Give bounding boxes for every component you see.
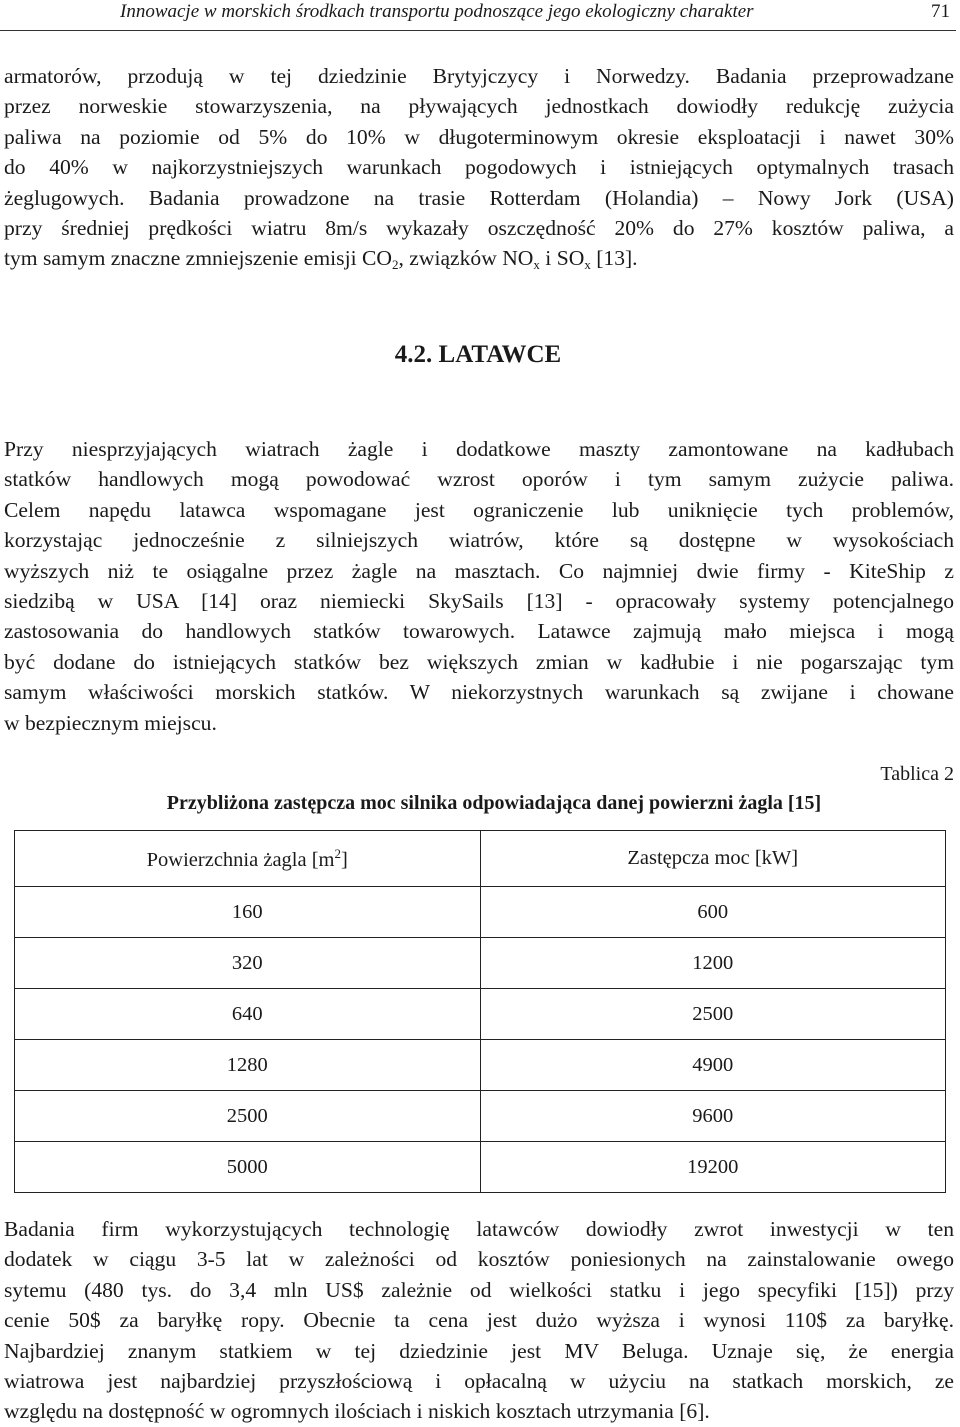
table-cell: 1280 [15,1040,481,1091]
table-cell: 160 [15,887,481,938]
subscript: x [533,257,540,273]
table-cell: 19200 [480,1142,946,1193]
text-line: samym właściwości morskich statków. W niekorzystnych warunkach są zwijane i chowane [4,680,954,705]
table-row [15,989,946,1040]
text-line: siedzibą w USA [14] oraz niemiecki SkySails [13] - opracowały systemy potencjalnego [4,589,954,614]
table-cell: 5000 [15,1142,481,1193]
table-cell: 2500 [15,1091,481,1142]
text-line: być dodane do istniejących statków bez większych zmian w kadłubie i nie pogarszając tym [4,649,954,674]
text-run: i SO [539,246,585,271]
text-line: Badania firm wykorzystujących technologię latawców dowiodły zwrot inwestycji w ten [4,1217,954,1241]
text-line: względu na dostępność w ogromnych ilościach i niskich kosztach utrzymania [6]. [4,1399,710,1424]
text-line: paliwa na poziomie od 5% do 10% w długoterminowym okresie eksploatacji i nawet 30% [4,124,954,149]
table-title: Przybliżona zastępcza moc silnika odpowiadająca danej powierzni żagla [15] [166,792,822,814]
text-line: sytemu (480 tys. do 3,4 mln US$ zależnie od wielkości statku i jego specyfiki [15]) przy [4,1277,954,1302]
table-row [15,938,946,989]
table-header-row [15,831,946,887]
text-line: przez norweskie stowarzyszenia, na pływających jednostkach dowiodły redukcję zużycia [4,94,954,119]
table-cell: 600 [480,887,946,938]
text-line: Najbardziej znanym statkiem w tej dziedzinie jest MV Beluga. Uznaje się, że energia [4,1338,954,1363]
paragraph-1 [4,61,954,274]
table-cell: 1200 [480,938,946,989]
section-heading: 4.2. LATAWCE [394,341,562,368]
text-line: w bezpiecznym miejscu. [4,710,217,735]
running-header [0,0,956,31]
text-line: Celem napędu latawca wspomagane jest ograniczenie lub uniknięcie tych problemów, [4,497,954,522]
column-header-power: Zastępcza moc [kW] [480,831,946,887]
table-row [15,1091,946,1142]
text-run: , związków NO [398,246,534,271]
text-line: dodatek w ciągu 3-5 lat w zależności od kosztów poniesionych na zainstalowanie owego [4,1247,954,1272]
text-line: korzystając jednocześnie z silniejszych wiatrów, które są dostępne w wysokościach [4,528,954,553]
text-line [4,243,954,273]
text-line: do 40% w najkorzystniejszych warunkach pogodowych i istniejących optymalnych trasach [4,155,954,180]
text-line: cenie 50$ za baryłkę ropy. Obecnie ta cena jest dużo wyższa i wynosi 110$ za baryłkę. [4,1308,954,1333]
table-row [15,1040,946,1091]
superscript: 2 [334,845,341,861]
text-line: wiatrowa jest najbardziej przyszłościową i opłacalną w użyciu na statkach morskich, ze [4,1369,954,1394]
text-line: armatorów, przodują w tej dziedzinie Brytyjczycy i Norwedzy. Badania przeprowadzane [4,64,954,88]
column-header-sail-area [15,831,481,887]
text-run: tym samym znaczne zmniejszenie emisji CO [4,246,392,271]
text-line: wyższych niż te osiągalne przez żagle na masztach. Co najmniej dwie firmy - KiteShip z [4,558,954,583]
paragraph-3 [4,1214,954,1427]
table-cell: 4900 [480,1040,946,1091]
table-cell: 2500 [480,989,946,1040]
table-row [15,1142,946,1193]
header-text: ] [341,848,348,871]
running-title: Innowacje w morskich środkach transportu podnoszące jego ekologiczny charakter [120,1,754,22]
table-row [15,887,946,938]
text-line: zastosowania do handlowych statków towarowych. Latawce zajmują mało miejsca i mogą [4,619,954,644]
text-line: żeglugowych. Badania prowadzone na trasie Rotterdam (Holandia) – Nowy Jork (USA) [4,185,954,210]
header-text: Powierzchnia żagla [m [146,848,335,871]
page-number: 71 [931,1,950,22]
table-number: Tablica 2 [880,763,954,785]
table-cell: 320 [15,938,481,989]
data-table [14,830,946,1193]
subscript: 2 [391,257,399,273]
text-run: [13]. [590,246,638,271]
table-cell: 9600 [480,1091,946,1142]
table-cell: 640 [15,989,481,1040]
text-line: Przy niesprzyjających wiatrach żagle i dodatkowe maszty zamontowane na kadłubach [4,437,954,461]
text-line: przy średniej prędkości wiatru 8m/s wykazały oszczędność 20% do 27% kosztów paliwa, a [4,216,954,241]
paragraph-2 [4,434,954,738]
text-line: statków handlowych mogą powodować wzrost oporów i tym samym zużycie paliwa. [4,467,954,492]
subscript: x [584,257,591,273]
